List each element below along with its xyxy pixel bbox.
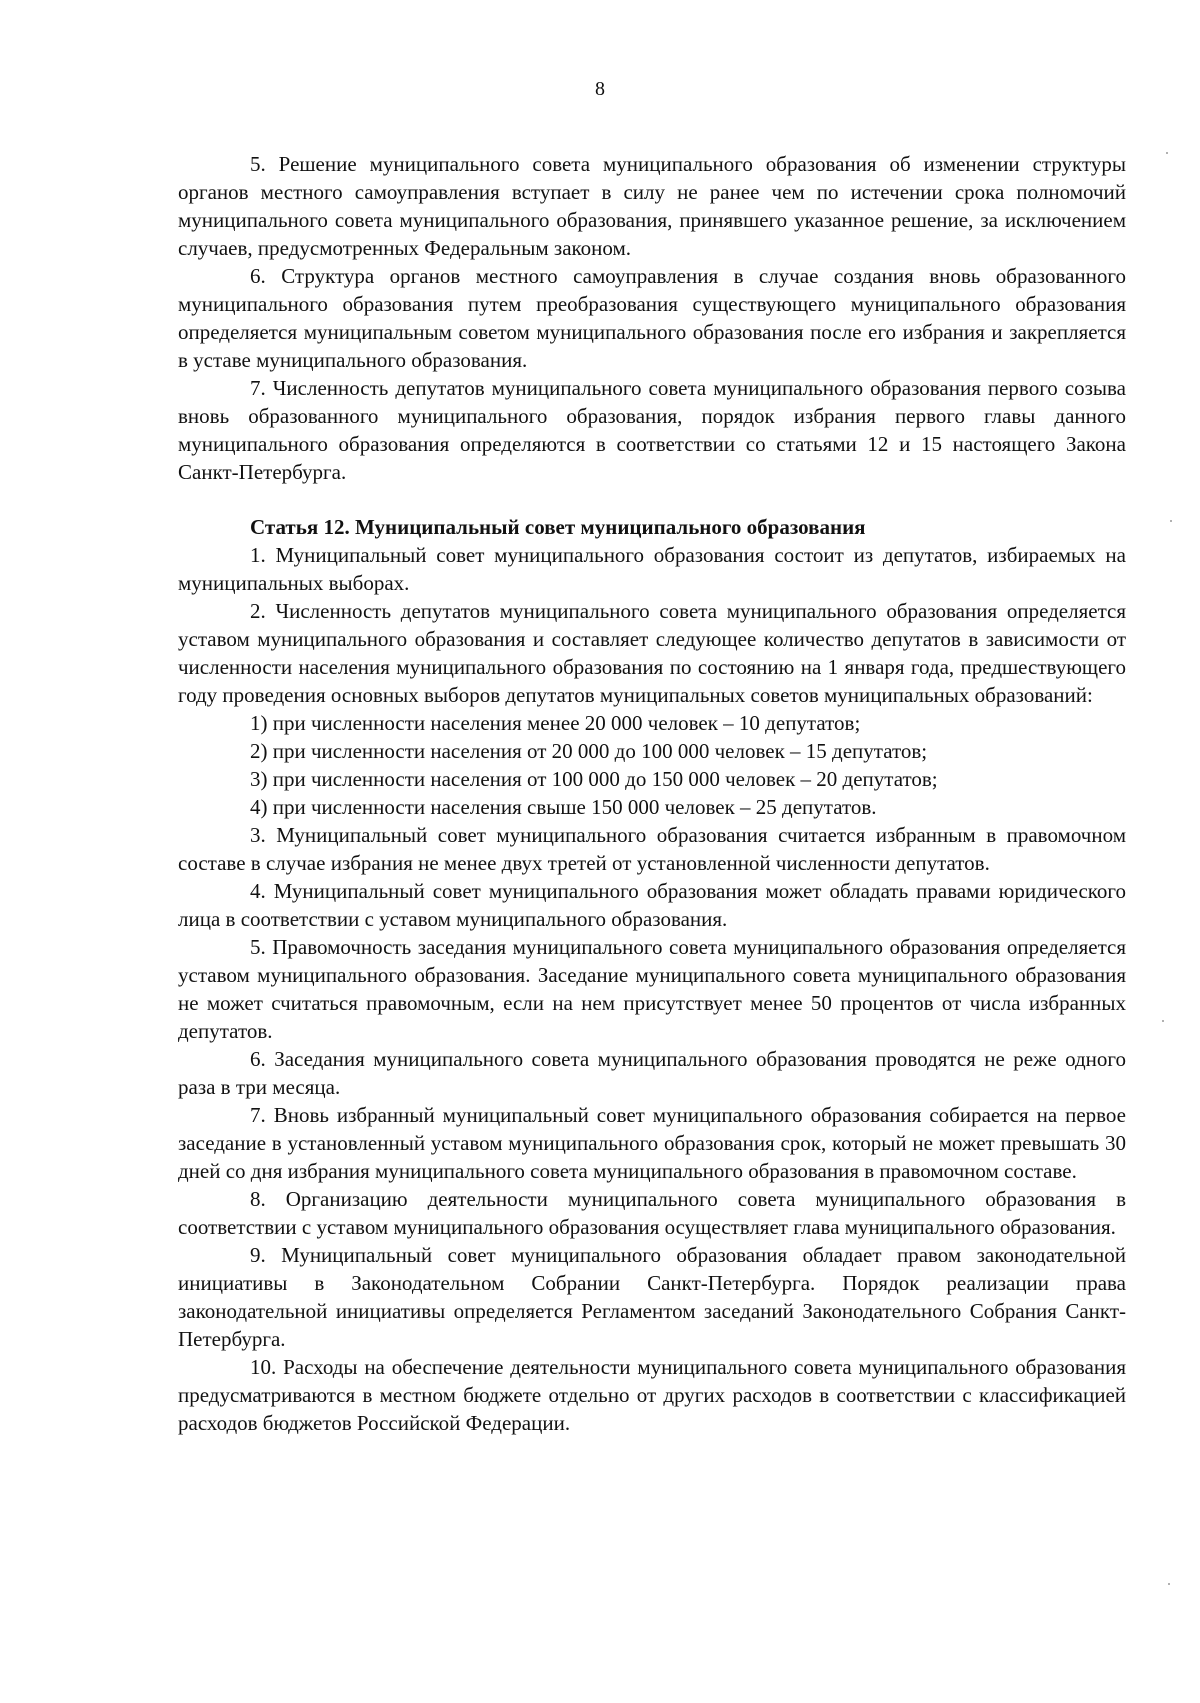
paragraph-article12-10: 10. Расходы на обеспечение деятельности муниципального совета муниципального образования предусматриваются в местном бюджете отдельно от других расходов в соответствии с классификацией расходов бюджетов Российской Федерации.: [178, 1355, 1126, 1435]
paragraph-article12-7: 7. Вновь избранный муниципальный совет муниципального образования собирается на первое заседание в установленный уставом муниципального образования срок, который не может превышать 30 дней со дня избрания муниципального совета муниципального образования в правомочном составе.: [178, 1103, 1126, 1183]
paragraph-article11-7: 7. Численность депутатов муниципального совета муниципального образования первого созыва вновь образованного муниципального образования, порядок избрания первого главы данного муниципального образования определяются в соответствии со статьями 12 и 15 настоящего Закона Санкт-Петербурга.: [178, 376, 1126, 484]
scan-speck: [1162, 1020, 1164, 1022]
article-12-heading: Статья 12. Муниципальный совет муниципального образования: [250, 515, 866, 539]
paragraph-article12-5: 5. Правомочность заседания муниципального совета муниципального образования определяется уставом муниципального образования. Заседание муниципального совета муниципального образования не может считаться правомочным, если на нем присутствует менее 50 процентов от числа избранных депутатов.: [178, 935, 1126, 1043]
paragraph-article12-9: 9. Муниципальный совет муниципального образования обладает правом законодательной инициативы в Законодательном Собрании Санкт-Петербурга. Порядок реализации права законодательной инициативы определяется Регламентом заседаний Законодательного Собрания Санкт-Петербурга.: [178, 1243, 1126, 1351]
deputies-count-list: [178, 709, 1126, 821]
list-item: 3) при численности населения от 100 000 до 150 000 человек – 20 депутатов;: [250, 767, 938, 791]
paragraph-article12-1: 1. Муниципальный совет муниципального образования состоит из депутатов, избираемых на муниципальных выборах.: [178, 543, 1126, 595]
list-item: 1) при численности населения менее 20 000 человек – 10 депутатов;: [250, 711, 861, 735]
scan-speck: [1166, 152, 1168, 154]
scan-speck: [1170, 520, 1172, 522]
list-item: 2) при численности населения от 20 000 до 100 000 человек – 15 депутатов;: [250, 739, 928, 763]
paragraph-article12-3: 3. Муниципальный совет муниципального образования считается избранным в правомочном составе в случае избрания не менее двух третей от установленной численности депутатов.: [178, 823, 1126, 875]
page-number: 8: [595, 78, 605, 100]
paragraph-article12-8: 8. Организацию деятельности муниципального совета муниципального образования в соответствии с уставом муниципального образования осуществляет глава муниципального образования.: [178, 1187, 1126, 1239]
paragraph-article12-4: 4. Муниципальный совет муниципального образования может обладать правами юридического лица в соответствии с уставом муниципального образования.: [178, 879, 1126, 931]
paragraph-article12-2: 2. Численность депутатов муниципального совета муниципального образования определяется уставом муниципального образования и составляет следующее количество депутатов в зависимости от численности населения муниципального образования по состоянию на 1 января года, предшествующего году проведения основных выборов депутатов муниципальных советов муниципальных образований:: [178, 599, 1126, 707]
list-item: 4) при численности населения свыше 150 000 человек – 25 депутатов.: [250, 795, 877, 819]
document-body: [178, 150, 1126, 1437]
paragraph-article11-6: 6. Структура органов местного самоуправления в случае создания вновь образованного муниципального образования путем преобразования существующего муниципального образования определяется муниципальным советом муниципального образования после его избрания и закрепляется в уставе муниципального образования.: [178, 264, 1126, 372]
scan-speck: [1168, 1583, 1170, 1585]
paragraph-article11-5: 5. Решение муниципального совета муниципального образования об изменении структуры органов местного самоуправления вступает в силу не ранее чем по истечении срока полномочий муниципального совета муниципального образования, принявшего указанное решение, за исключением случаев, предусмотренных Федеральным законом.: [178, 152, 1126, 260]
paragraph-article12-6: 6. Заседания муниципального совета муниципального образования проводятся не реже одного раза в три месяца.: [178, 1047, 1126, 1099]
